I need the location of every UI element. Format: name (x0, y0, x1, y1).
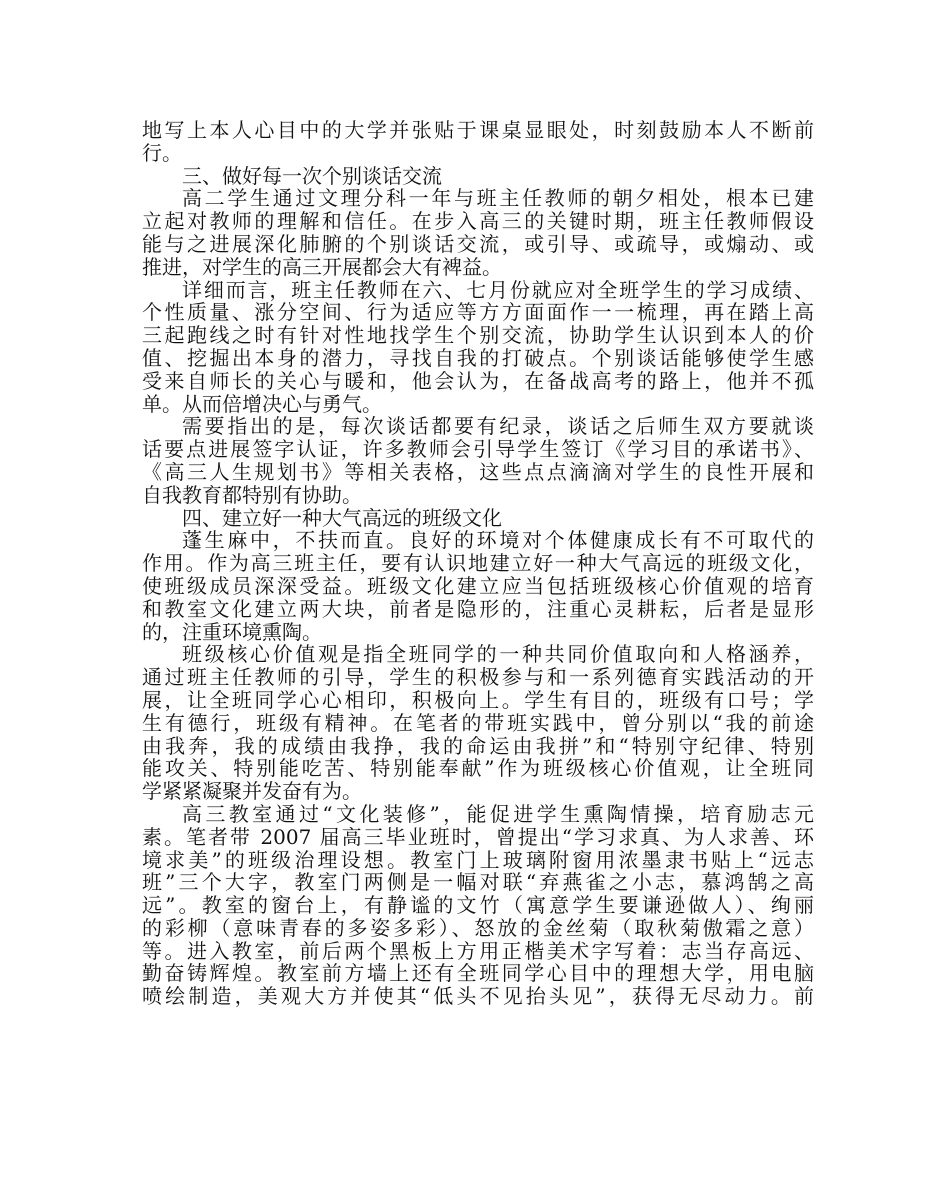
text-line: 地写上本人心目中的大学并张贴于课桌显眼处，时刻鼓励本人不断前 (142, 118, 814, 142)
text-line: 展，让全班同学心心相印，积极向上。学生有目的，班级有口号；学 (142, 687, 814, 712)
text-line: 四、建立好一种大气高远的班级文化 (182, 505, 502, 530)
text-line: 高二学生通过文理分科一年与班主任教师的朝夕相处，根本已建 (182, 186, 814, 211)
text-line: 自我教育都特别有协助。 (142, 482, 362, 507)
text-line: 的，注重环境熏陶。 (142, 619, 322, 644)
text-line: 需要指出的是，每次谈话都要有纪录，谈话之后师生双方要就谈 (182, 414, 814, 439)
text-line: 学紧紧凝聚并发奋有为。 (142, 779, 362, 804)
text-line: 个性质量、涨分空间、行为适应等方方面面作一一梳理，再在踏上高 (142, 300, 814, 325)
text-line: 班级核心价值观是指全班同学的一种共同价值取向和人格涵养， (182, 642, 814, 667)
text-line: 远”。教室的窗台上，有静谧的文竹（寓意学生要谦逊做人）、绚丽 (142, 893, 814, 918)
document-page (142, 119, 814, 1008)
text-line: 详细而言，班主任教师在六、七月份就应对全班学生的学习成绩、 (182, 277, 814, 302)
text-line: 能与之进展深化肺腑的个别谈话交流，或引导、或疏导，或煽动、或 (142, 231, 814, 256)
text-line: 班”三个大字，教室门两侧是一幅对联“弃燕雀之小志，慕鸿鹄之高 (142, 870, 814, 895)
text-line: 素。笔者带 2007 届高三毕业班时，曾提出“学习求真、为人求善、环 (142, 824, 814, 849)
text-line: 行。 (142, 140, 182, 165)
text-line: 勤奋铸辉煌。教室前方墙上还有全班同学心目中的理想大学，用电脑 (142, 961, 814, 986)
text-line: 由我奔，我的成绩由我挣，我的命运由我拼”和“特别守纪律、特别 (142, 733, 814, 758)
text-line: 高三教室通过“文化装修”，能促进学生熏陶情操，培育励志元 (182, 801, 814, 826)
text-line: 蓬生麻中，不扶而直。良好的环境对个体健康成长有不可取代的 (182, 528, 814, 553)
text-line: 境求美”的班级治理设想。教室门上玻璃附窗用浓墨隶书贴上“远志 (142, 847, 814, 872)
text-line: 通过班主任教师的引导，学生的积极参与和一系列德育实践活动的开 (142, 665, 814, 690)
text-line: 使班级成员深深受益。班级文化建立应当包括班级核心价值观的培育 (142, 573, 814, 598)
text-line: 立起对教师的理解和信任。在步入高三的关键时期，班主任教师假设 (142, 209, 814, 234)
text-line: 三起跑线之时有针对性地找学生个别交流，协助学生认识到本人的价 (142, 323, 814, 348)
text-line: 单。从而倍增决心与勇气。 (142, 391, 382, 416)
text-line: 和教室文化建立两大块，前者是隐形的，注重心灵耕耘，后者是显形 (142, 596, 814, 621)
text-line: 生有德行，班级有精神。在笔者的带班实践中，曾分别以“我的前途 (142, 710, 814, 735)
text-line: 三、做好每一次个别谈话交流 (182, 163, 442, 188)
text-line: 话要点进展签字认证，许多教师会引导学生签订《学习目的承诺书》、 (142, 437, 814, 462)
text-line: 推进，对学生的高三开展都会大有裨益。 (142, 254, 502, 279)
text-line: 喷绘制造，美观大方并使其“低头不见抬头见”，获得无尽动力。前 (142, 984, 814, 1009)
text-line: 能攻关、特别能吃苦、特别能奉献”作为班级核心价值观，让全班同 (142, 756, 814, 781)
text-line: 的彩柳（意味青春的多姿多彩）、怒放的金丝菊（取秋菊傲霜之意） (142, 915, 814, 940)
text-line: 作用。作为高三班主任，要有认识地建立好一种大气高远的班级文化， (142, 551, 814, 576)
text-line: 受来自师长的关心与暖和，他会认为，在备战高考的路上，他并不孤 (142, 368, 814, 393)
text-line: 值、挖掘出本身的潜力，寻找自我的打破点。个别谈话能够使学生感 (142, 345, 814, 370)
text-line: 等。进入教室，前后两个黑板上方用正楷美术字写着：志当存高远、 (142, 938, 814, 963)
text-line: 《高三人生规划书》等相关表格，这些点点滴滴对学生的良性开展和 (142, 459, 814, 484)
